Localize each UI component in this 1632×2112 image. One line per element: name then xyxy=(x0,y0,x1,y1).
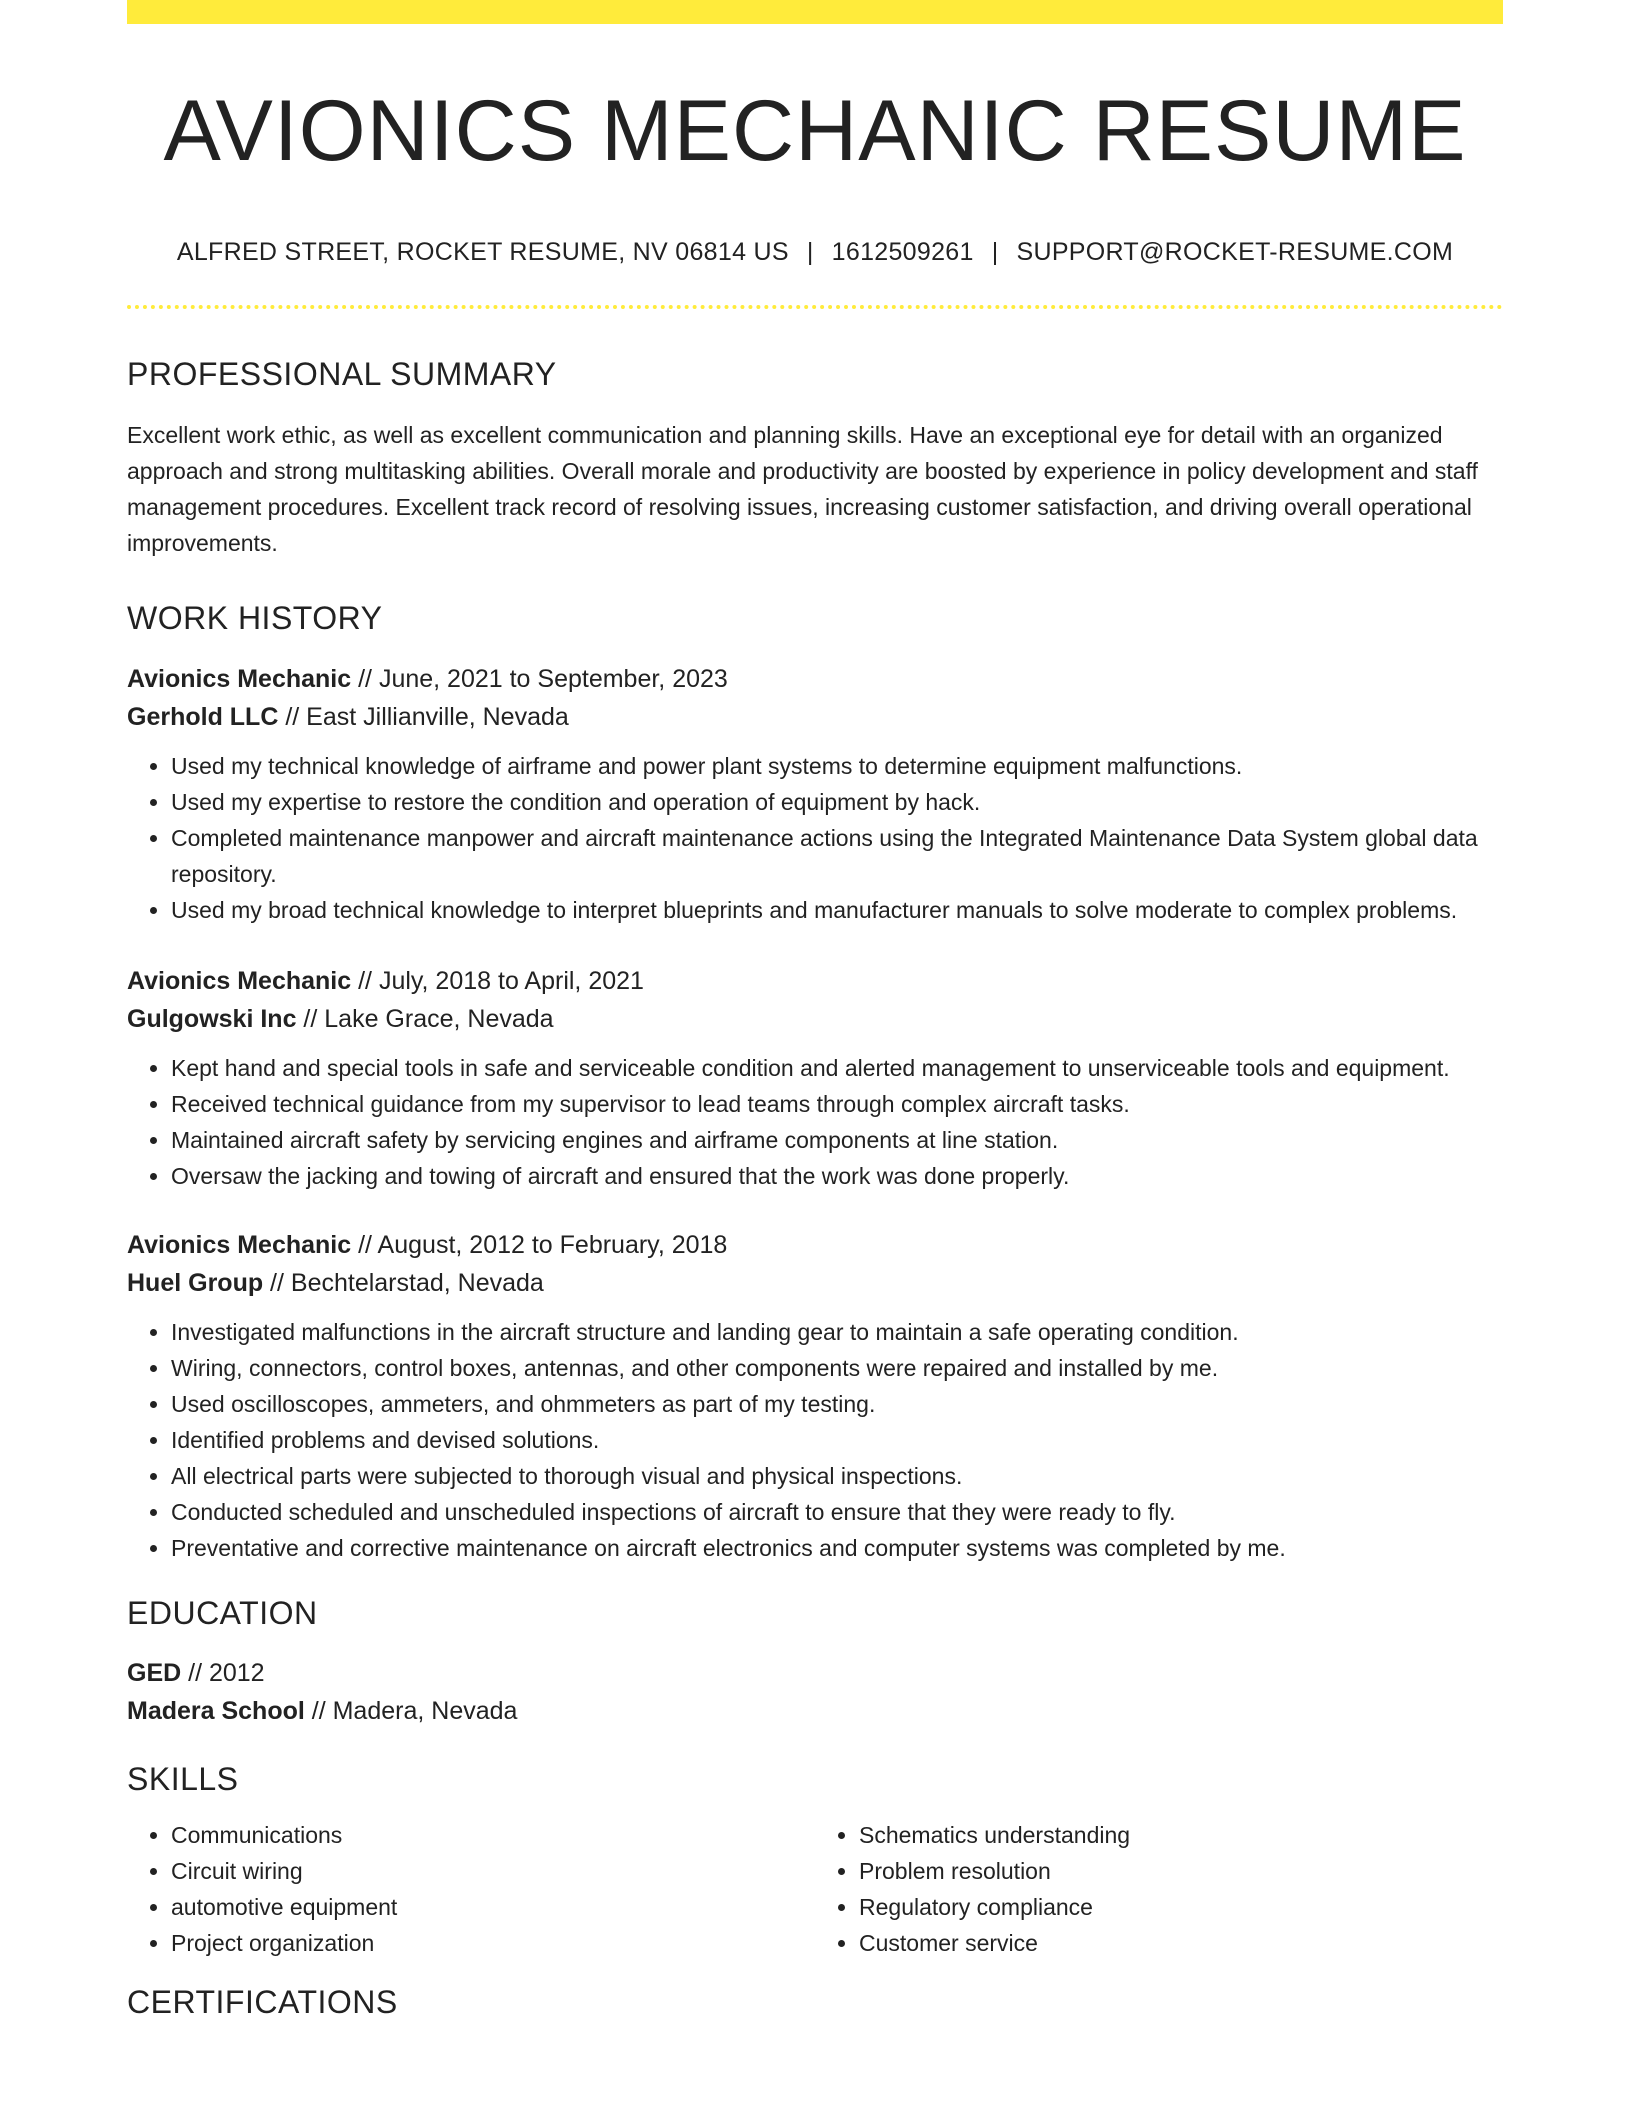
job-bullet: • Identified problems and devised solutions. xyxy=(171,1422,1503,1458)
job-bullet: • Investigated malfunctions in the aircraft structure and landing gear to maintain a safe operating condition. xyxy=(171,1314,1503,1350)
education-school: Madera School xyxy=(127,1697,305,1726)
job-bullet: • Used oscilloscopes, ammeters, and ohmmeters as part of my testing. xyxy=(171,1386,1503,1422)
job-bullet: • Completed maintenance manpower and aircraft maintenance actions using the Integrated Maintenance Data System global data repository. xyxy=(171,820,1503,892)
job-bullet: • Oversaw the jacking and towing of aircraft and ensured that the work was done properly. xyxy=(171,1158,1503,1194)
job-bullet: • Preventative and corrective maintenance on aircraft electronics and computer systems was completed by me. xyxy=(171,1530,1503,1566)
job-bullet: • Used my technical knowledge of airframe and power plant systems to determine equipment malfunctions. xyxy=(171,748,1503,784)
job-bullet: • Used my broad technical knowledge to interpret blueprints and manufacturer manuals to solve moderate to complex problems. xyxy=(171,892,1503,928)
job-bullets xyxy=(127,748,1503,928)
job-title-line xyxy=(127,660,1503,698)
skill-item: • Communications xyxy=(171,1817,815,1853)
resume-title: AVIONICS MECHANIC RESUME xyxy=(163,83,1467,179)
skill-item: • automotive equipment xyxy=(171,1889,815,1925)
job-bullet: • Received technical guidance from my supervisor to lead teams through complex aircraft tasks. xyxy=(171,1086,1503,1122)
job-dates: // August, 2012 to February, 2018 xyxy=(351,1230,728,1259)
job-title-line xyxy=(127,962,1503,1000)
job-bullet: • All electrical parts were subjected to thorough visual and physical inspections. xyxy=(171,1458,1503,1494)
skill-item: • Circuit wiring xyxy=(171,1853,815,1889)
job-location: // East Jillianville, Nevada xyxy=(278,702,569,731)
job-dates: // June, 2021 to September, 2023 xyxy=(351,664,728,693)
skill-item: • Regulatory compliance xyxy=(859,1889,1503,1925)
contact-address: ALFRED STREET, ROCKET RESUME, NV 06814 US xyxy=(176,238,789,266)
job-location: // Lake Grace, Nevada xyxy=(296,1004,554,1033)
skill-item: • Schematics understanding xyxy=(859,1817,1503,1853)
education-year: // 2012 xyxy=(181,1659,265,1688)
education-entry xyxy=(127,1654,1503,1730)
skill-item: • Project organization xyxy=(171,1925,815,1961)
job-bullets xyxy=(127,1050,1503,1194)
job-title: Avionics Mechanic xyxy=(127,966,352,995)
contact-email: SUPPORT@ROCKET-RESUME.COM xyxy=(1016,238,1454,266)
job-title: Avionics Mechanic xyxy=(127,1230,352,1259)
contact-separator: | xyxy=(991,238,999,266)
certifications-heading: CERTIFICATIONS xyxy=(127,1983,398,2020)
job-entry xyxy=(127,660,1503,928)
summary-text: Excellent work ethic, as well as excellent communication and planning skills. Have an exceptional eye for detail with an organized approach and strong multitasking abilities. Overall morale and productivity are boosted by experience in policy development and staff management procedures. Excellent track record of resolving issues, increasing customer satisfaction, and driving overall operational improvements. xyxy=(127,422,1478,557)
job-bullets xyxy=(127,1314,1503,1566)
job-bullet: • Conducted scheduled and unscheduled inspections of aircraft to ensure that they were ready to fly. xyxy=(171,1494,1503,1530)
job-company: Gulgowski Inc xyxy=(127,1004,297,1033)
work-history-heading: WORK HISTORY xyxy=(127,600,383,637)
contact-separator: | xyxy=(806,238,814,266)
education-heading: EDUCATION xyxy=(127,1594,318,1631)
job-bullet: • Maintained aircraft safety by servicing engines and airframe components at line station. xyxy=(171,1122,1503,1158)
job-dates: // July, 2018 to April, 2021 xyxy=(351,966,644,995)
contact-phone: 1612509261 xyxy=(831,238,974,266)
dotted-divider xyxy=(127,305,1503,309)
resume-page xyxy=(127,0,1503,2021)
job-entry xyxy=(127,962,1503,1194)
education-school-line xyxy=(127,1692,1503,1730)
summary-heading: PROFESSIONAL SUMMARY xyxy=(127,356,557,392)
job-company-line xyxy=(127,1264,1503,1302)
job-bullet: • Kept hand and special tools in safe and serviceable condition and alerted management to unserviceable tools and equipment. xyxy=(171,1050,1503,1086)
job-company-line xyxy=(127,1000,1503,1038)
job-company-line xyxy=(127,698,1503,736)
job-company: Huel Group xyxy=(127,1268,264,1297)
skills-left-column xyxy=(127,1817,815,1961)
job-bullet: • Used my expertise to restore the condition and operation of equipment by hack. xyxy=(171,784,1503,820)
job-title-line xyxy=(127,1226,1503,1264)
education-degree: GED xyxy=(127,1659,182,1688)
job-bullet: • Wiring, connectors, control boxes, antennas, and other components were repaired and installed by me. xyxy=(171,1350,1503,1386)
contact-line xyxy=(127,240,1503,265)
skills-right-column xyxy=(815,1817,1503,1961)
education-location: // Madera, Nevada xyxy=(304,1697,518,1726)
job-entry xyxy=(127,1226,1503,1566)
job-company: Gerhold LLC xyxy=(127,702,279,731)
job-title: Avionics Mechanic xyxy=(127,664,352,693)
skills-columns xyxy=(127,1817,1503,1961)
job-location: // Bechtelarstad, Nevada xyxy=(263,1268,544,1297)
education-degree-line xyxy=(127,1654,1503,1692)
skill-item: • Customer service xyxy=(859,1925,1503,1961)
skills-heading: SKILLS xyxy=(127,1761,239,1798)
skill-item: • Problem resolution xyxy=(859,1853,1503,1889)
accent-top-bar xyxy=(127,0,1503,24)
